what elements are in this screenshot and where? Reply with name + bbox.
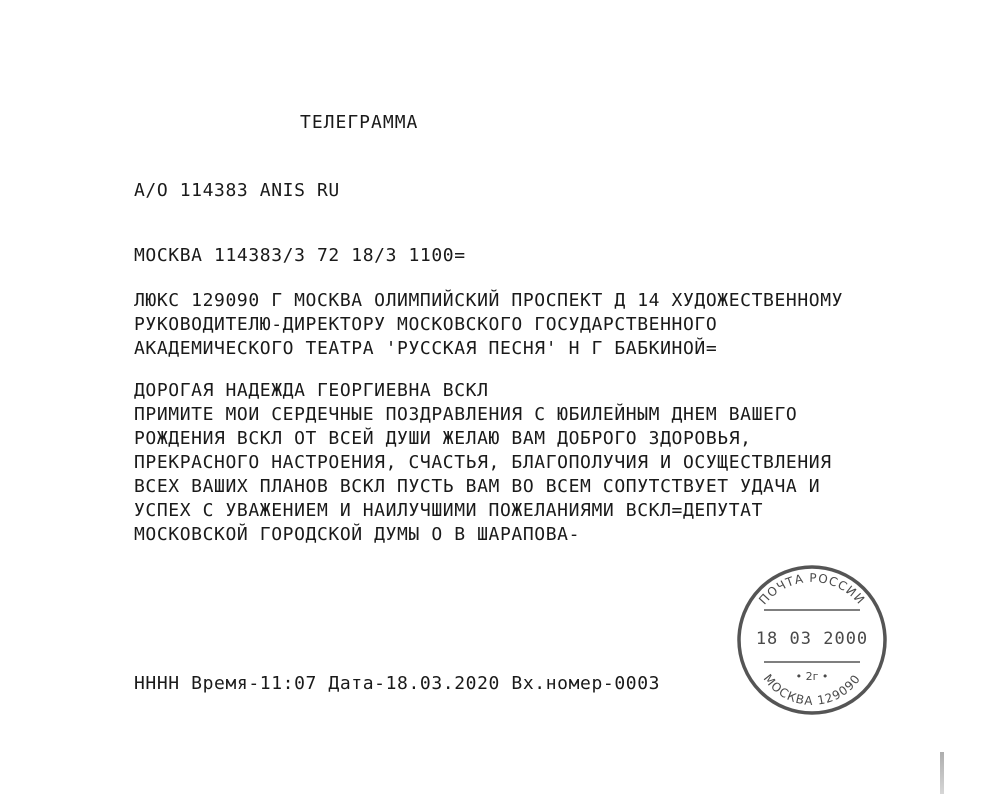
origin-line: МОСКВА 114383/3 72 18/3 1100= — [134, 245, 466, 266]
message-line: ДОРОГАЯ НАДЕЖДА ГЕОРГИЕВНА ВСКЛ — [134, 380, 489, 401]
message-line: ПРЕКРАСНОГО НАСТРОЕНИЯ, СЧАСТЬЯ, БЛАГОПОЛУЧИЯ И ОСУЩЕСТВЛЕНИЯ — [134, 452, 832, 473]
telegram-title: ТЕЛЕГРАММА — [300, 112, 419, 133]
stamp-date: 18 03 2000 — [755, 629, 869, 649]
postmark-stamp — [732, 560, 892, 720]
stamp-code: • 2г • — [795, 670, 829, 683]
address-line: ЛЮКС 129090 Г МОСКВА ОЛИМПИЙСКИЙ ПРОСПЕКТ Д 14 ХУДОЖЕСТВЕННОМУ — [134, 290, 844, 311]
message-line: ВСЕХ ВАШИХ ПЛАНОВ ВСКЛ ПУСТЬ ВАМ ВО ВСЕМ СОПУТСТВУЕТ УДАЧА И — [134, 476, 821, 497]
address-line: РУКОВОДИТЕЛЮ-ДИРЕКТОРУ МОСКОВСКОГО ГОСУДАРСТВЕННОГО — [134, 314, 718, 335]
stamp-bottom-text: МОСКВА 129090 — [760, 671, 864, 708]
message-line: РОЖДЕНИЯ ВСКЛ ОТ ВСЕЙ ДУШИ ЖЕЛАЮ ВАМ ДОБРОГО ЗДОРОВЬЯ, — [134, 428, 752, 449]
message-line: ПРИМИТЕ МОИ СЕРДЕЧНЫЕ ПОЗДРАВЛЕНИЯ С ЮБИЛЕЙНЫМ ДНЕМ ВАШЕГО — [134, 404, 798, 425]
message-line: МОСКОВСКОЙ ГОРОДСКОЙ ДУМЫ О В ШАРАПОВА- — [134, 524, 581, 545]
receipt-footer: НННН Время-11:07 Дата-18.03.2020 Вх.номер-0003 — [134, 673, 661, 694]
address-line: АКАДЕМИЧЕСКОГО ТЕАТРА 'РУССКАЯ ПЕСНЯ' Н Г БАБКИНОЙ= — [134, 338, 718, 359]
scan-edge-mark — [940, 752, 944, 794]
address-code: А/О 114383 ANIS RU — [134, 180, 340, 201]
message-line: УСПЕХ С УВАЖЕНИЕМ И НАИЛУЧШИМИ ПОЖЕЛАНИЯМИ ВСКЛ=ДЕПУТАТ — [134, 500, 764, 521]
stamp-top-text: ПОЧТА РОССИИ — [756, 570, 868, 608]
